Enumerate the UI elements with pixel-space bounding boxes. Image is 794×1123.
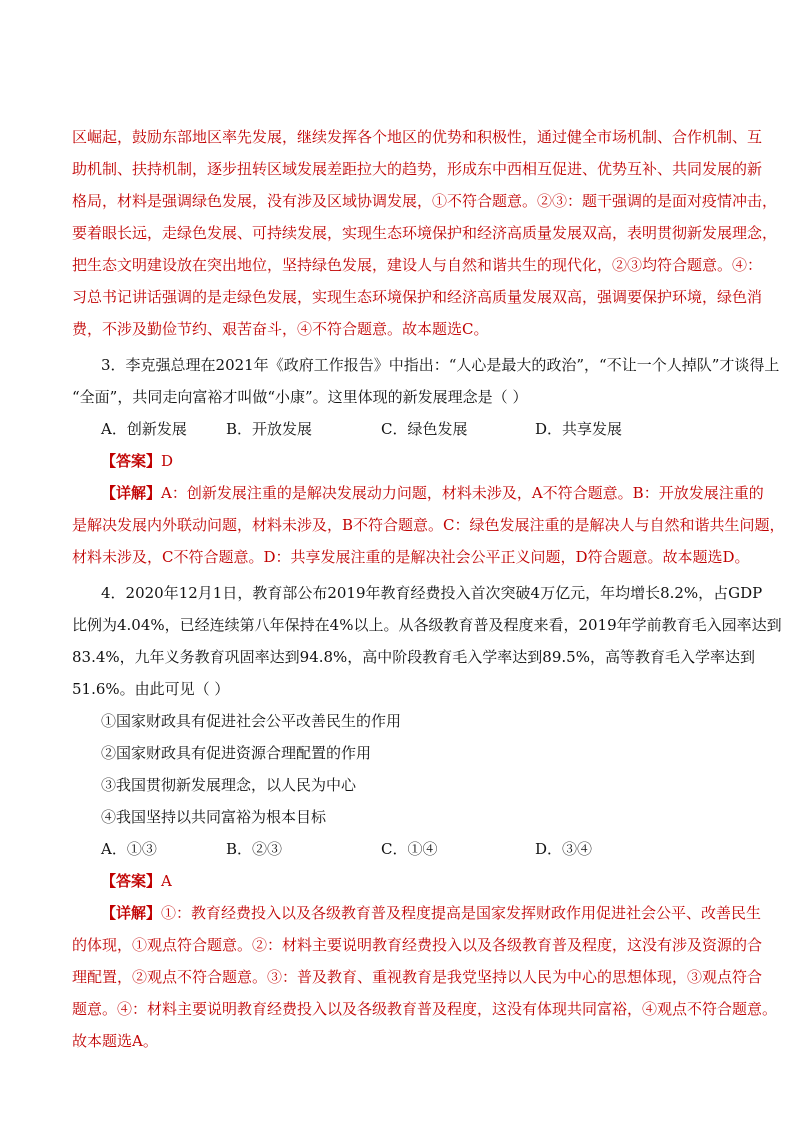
q4-option-c: C．①④ — [381, 840, 438, 858]
q4-stem-line: 4．2020年12月1日，教育部公布2019年教育经费投入首次突破4万亿元，年均增长8.2%，占GDP — [101, 584, 763, 602]
q4-answer — [101, 871, 172, 891]
q4-detail-line: 故本题选A。 — [72, 1032, 158, 1050]
q3-detail-line — [101, 483, 764, 503]
intro-line: 区崛起，鼓励东部地区率先发展，继续发挥各个地区的优势和积极性，通过健全市场机制、合作机制、互 — [72, 128, 763, 146]
q3-stem-line: 3．李克强总理在2021年《政府工作报告》中指出：“人心是最大的政治”，“不让一个人掉队”才谈得上 — [101, 356, 780, 374]
intro-line: 要着眼长远，走绿色发展、可持续发展，实现生态环境保护和经济高质量发展双高，表明贯彻新发展理念， — [72, 224, 778, 242]
q3-answer — [101, 451, 173, 471]
q3-option-d: D．共享发展 — [535, 420, 623, 438]
intro-line: 格局，材料是强调绿色发展，没有涉及区域协调发展，①不符合题意。②③：题干强调的是面对疫情冲击， — [72, 192, 778, 210]
q4-stem-line: 51.6%。由此可见（ ） — [72, 680, 230, 698]
answer-tag: 【答案】 — [101, 872, 162, 890]
intro-line: 助机制、扶持机制，逐步扭转区域发展差距拉大的趋势，形成东中西相互促进、优势互补、共同发展的新 — [72, 160, 763, 178]
detail-tag: 【详解】 — [101, 904, 162, 922]
answer-tag: 【答案】 — [101, 452, 162, 470]
q4-detail-line: 的体现，①观点符合题意。②：材料主要说明教育经费投入以及各级教育普及程度，这没有涉及资源的合 — [72, 936, 763, 954]
q4-stem-line: 比例为4.04%，已经连续第八年保持在4%以上。从各级教育普及程度来看，2019年学前教育毛入园率达到 — [72, 616, 782, 634]
q4-detail-line: 题意。④：材料主要说明教育经费投入以及各级教育普及程度，这没有体现共同富裕，④观点不符合题意。 — [72, 1000, 778, 1018]
q4-option-a: A．①③ — [101, 840, 157, 858]
intro-line: 习总书记讲话强调的是走绿色发展，实现生态环境保护和经济高质量发展双高，强调要保护环境，绿色消 — [72, 288, 763, 306]
q4-statement: ③我国贯彻新发展理念，以人民为中心 — [101, 776, 357, 794]
detail-text: A：创新发展注重的是解决发展动力问题，材料未涉及，A不符合题意。B：开放发展注重的 — [161, 484, 764, 502]
intro-line: 把生态文明建设放在突出地位，坚持绿色发展，建设人与自然和谐共生的现代化，②③均符合题意。④： — [72, 256, 763, 274]
q4-statement: ④我国坚持以共同富裕为根本目标 — [101, 808, 327, 826]
q3-detail-line: 材料未涉及，C不符合题意。D：共享发展注重的是解决社会公平正义问题，D符合题意。故本题选D。 — [72, 548, 750, 566]
q4-statement: ①国家财政具有促进社会公平改善民生的作用 — [101, 712, 402, 730]
answer-value: A — [161, 872, 172, 890]
q3-detail-line: 是解决发展内外联动问题，材料未涉及，B不符合题意。C：绿色发展注重的是解决人与自然和谐共生问题， — [72, 516, 785, 534]
q4-statement: ②国家财政具有促进资源合理配置的作用 — [101, 744, 372, 762]
q3-option-c: C．绿色发展 — [381, 420, 468, 438]
detail-tag: 【详解】 — [101, 484, 162, 502]
detail-text: ①：教育经费投入以及各级教育普及程度提高是国家发挥财政作用促进社会公平、改善民生 — [161, 904, 762, 922]
q4-detail-line — [101, 903, 761, 923]
answer-value: D — [161, 452, 174, 470]
q4-option-d: D．③④ — [535, 840, 593, 858]
q4-detail-line: 理配置，②观点不符合题意。③：普及教育、重视教育是我党坚持以人民为中心的思想体现，③观点符合 — [72, 968, 763, 986]
intro-line: 费，不涉及勤俭节约、艰苦奋斗，④不符合题意。故本题选C。 — [72, 320, 489, 338]
q3-option-a: A．创新发展 — [101, 420, 187, 438]
q4-stem-line: 83.4%，九年义务教育巩固率达到94.8%，高中阶段教育毛入学率达到89.5%，高等教育毛入学率达到 — [72, 648, 755, 666]
q3-option-b: B．开放发展 — [226, 420, 313, 438]
q3-stem-line: “全面”，共同走向富裕才叫做“小康”。这里体现的新发展理念是（ ） — [72, 388, 528, 406]
q4-option-b: B．②③ — [226, 840, 283, 858]
